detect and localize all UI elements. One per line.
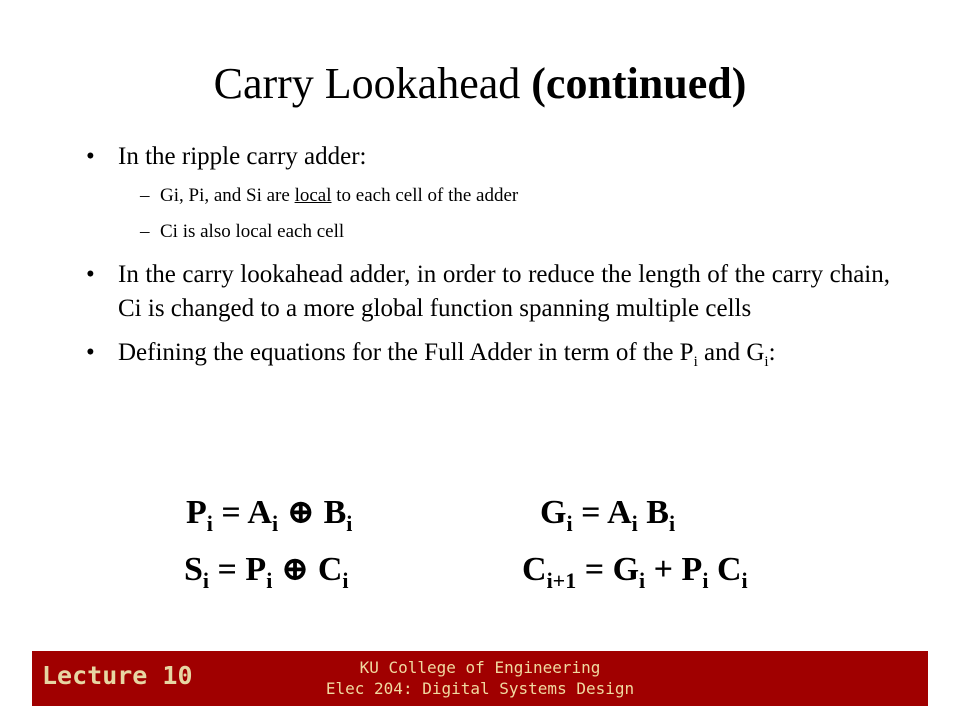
bullet-dot: • [86, 143, 95, 170]
bullet-text: Defining the equations for the Full Adder in term of the P [118, 339, 694, 366]
lecture-number: Lecture 10 [42, 661, 193, 690]
underlined-word: local [294, 185, 332, 206]
subscript: i [764, 354, 769, 370]
sub-bullet-text: Ci is also local each cell [160, 221, 345, 242]
bullet-dot: • [86, 261, 95, 288]
sub-bullet-text: Gi, Pi, and Si are [160, 185, 290, 206]
bullet-text: In the ripple carry adder: [118, 143, 367, 170]
bullet-text: and G [704, 339, 765, 366]
equation-sum: $S_i = P_i$ ⊕ $C_i$ [184, 551, 349, 593]
sub-bullet-local [80, 184, 890, 208]
bullet-carry-lookahead [80, 258, 890, 326]
title-main: Carry Lookahead [213, 59, 521, 108]
bullet-ripple-carry [80, 140, 890, 174]
equation-propagate: $P_i = A_i$ ⊕ $B_i$ [186, 494, 353, 536]
footer-bar [32, 651, 928, 706]
equation-generate: $G_i = A_i$ $B_i$ [540, 494, 676, 536]
footer-course: Elec 204: Digital Systems Design [325, 679, 635, 698]
bullet-defining-equations [80, 336, 890, 379]
footer-course-info [32, 657, 928, 699]
dash-marker: – [140, 185, 150, 206]
sub-bullet-ci-local [80, 220, 890, 244]
dash-marker: – [140, 221, 150, 242]
footer-college: KU College of Engineering [359, 658, 601, 677]
bullet-dot: • [86, 339, 95, 366]
title-continued: (continued) [531, 59, 747, 108]
slide-title [0, 58, 960, 110]
xor-symbol: ⊕ [286, 494, 316, 531]
xor-symbol: ⊕ [280, 551, 310, 588]
equation-carry: $C_{i+1} = G_i + P_i$ $C_i$ [522, 551, 748, 593]
bullet-list [80, 140, 890, 389]
subscript: i [693, 354, 698, 370]
sub-bullet-text: to each cell of the adder [336, 185, 519, 206]
bullet-text: : [768, 339, 776, 366]
bullet-text: In the carry lookahead adder, in order to reduce the length of the carry chain, Ci is changed to a more global function spanning multiple cells [118, 261, 890, 322]
